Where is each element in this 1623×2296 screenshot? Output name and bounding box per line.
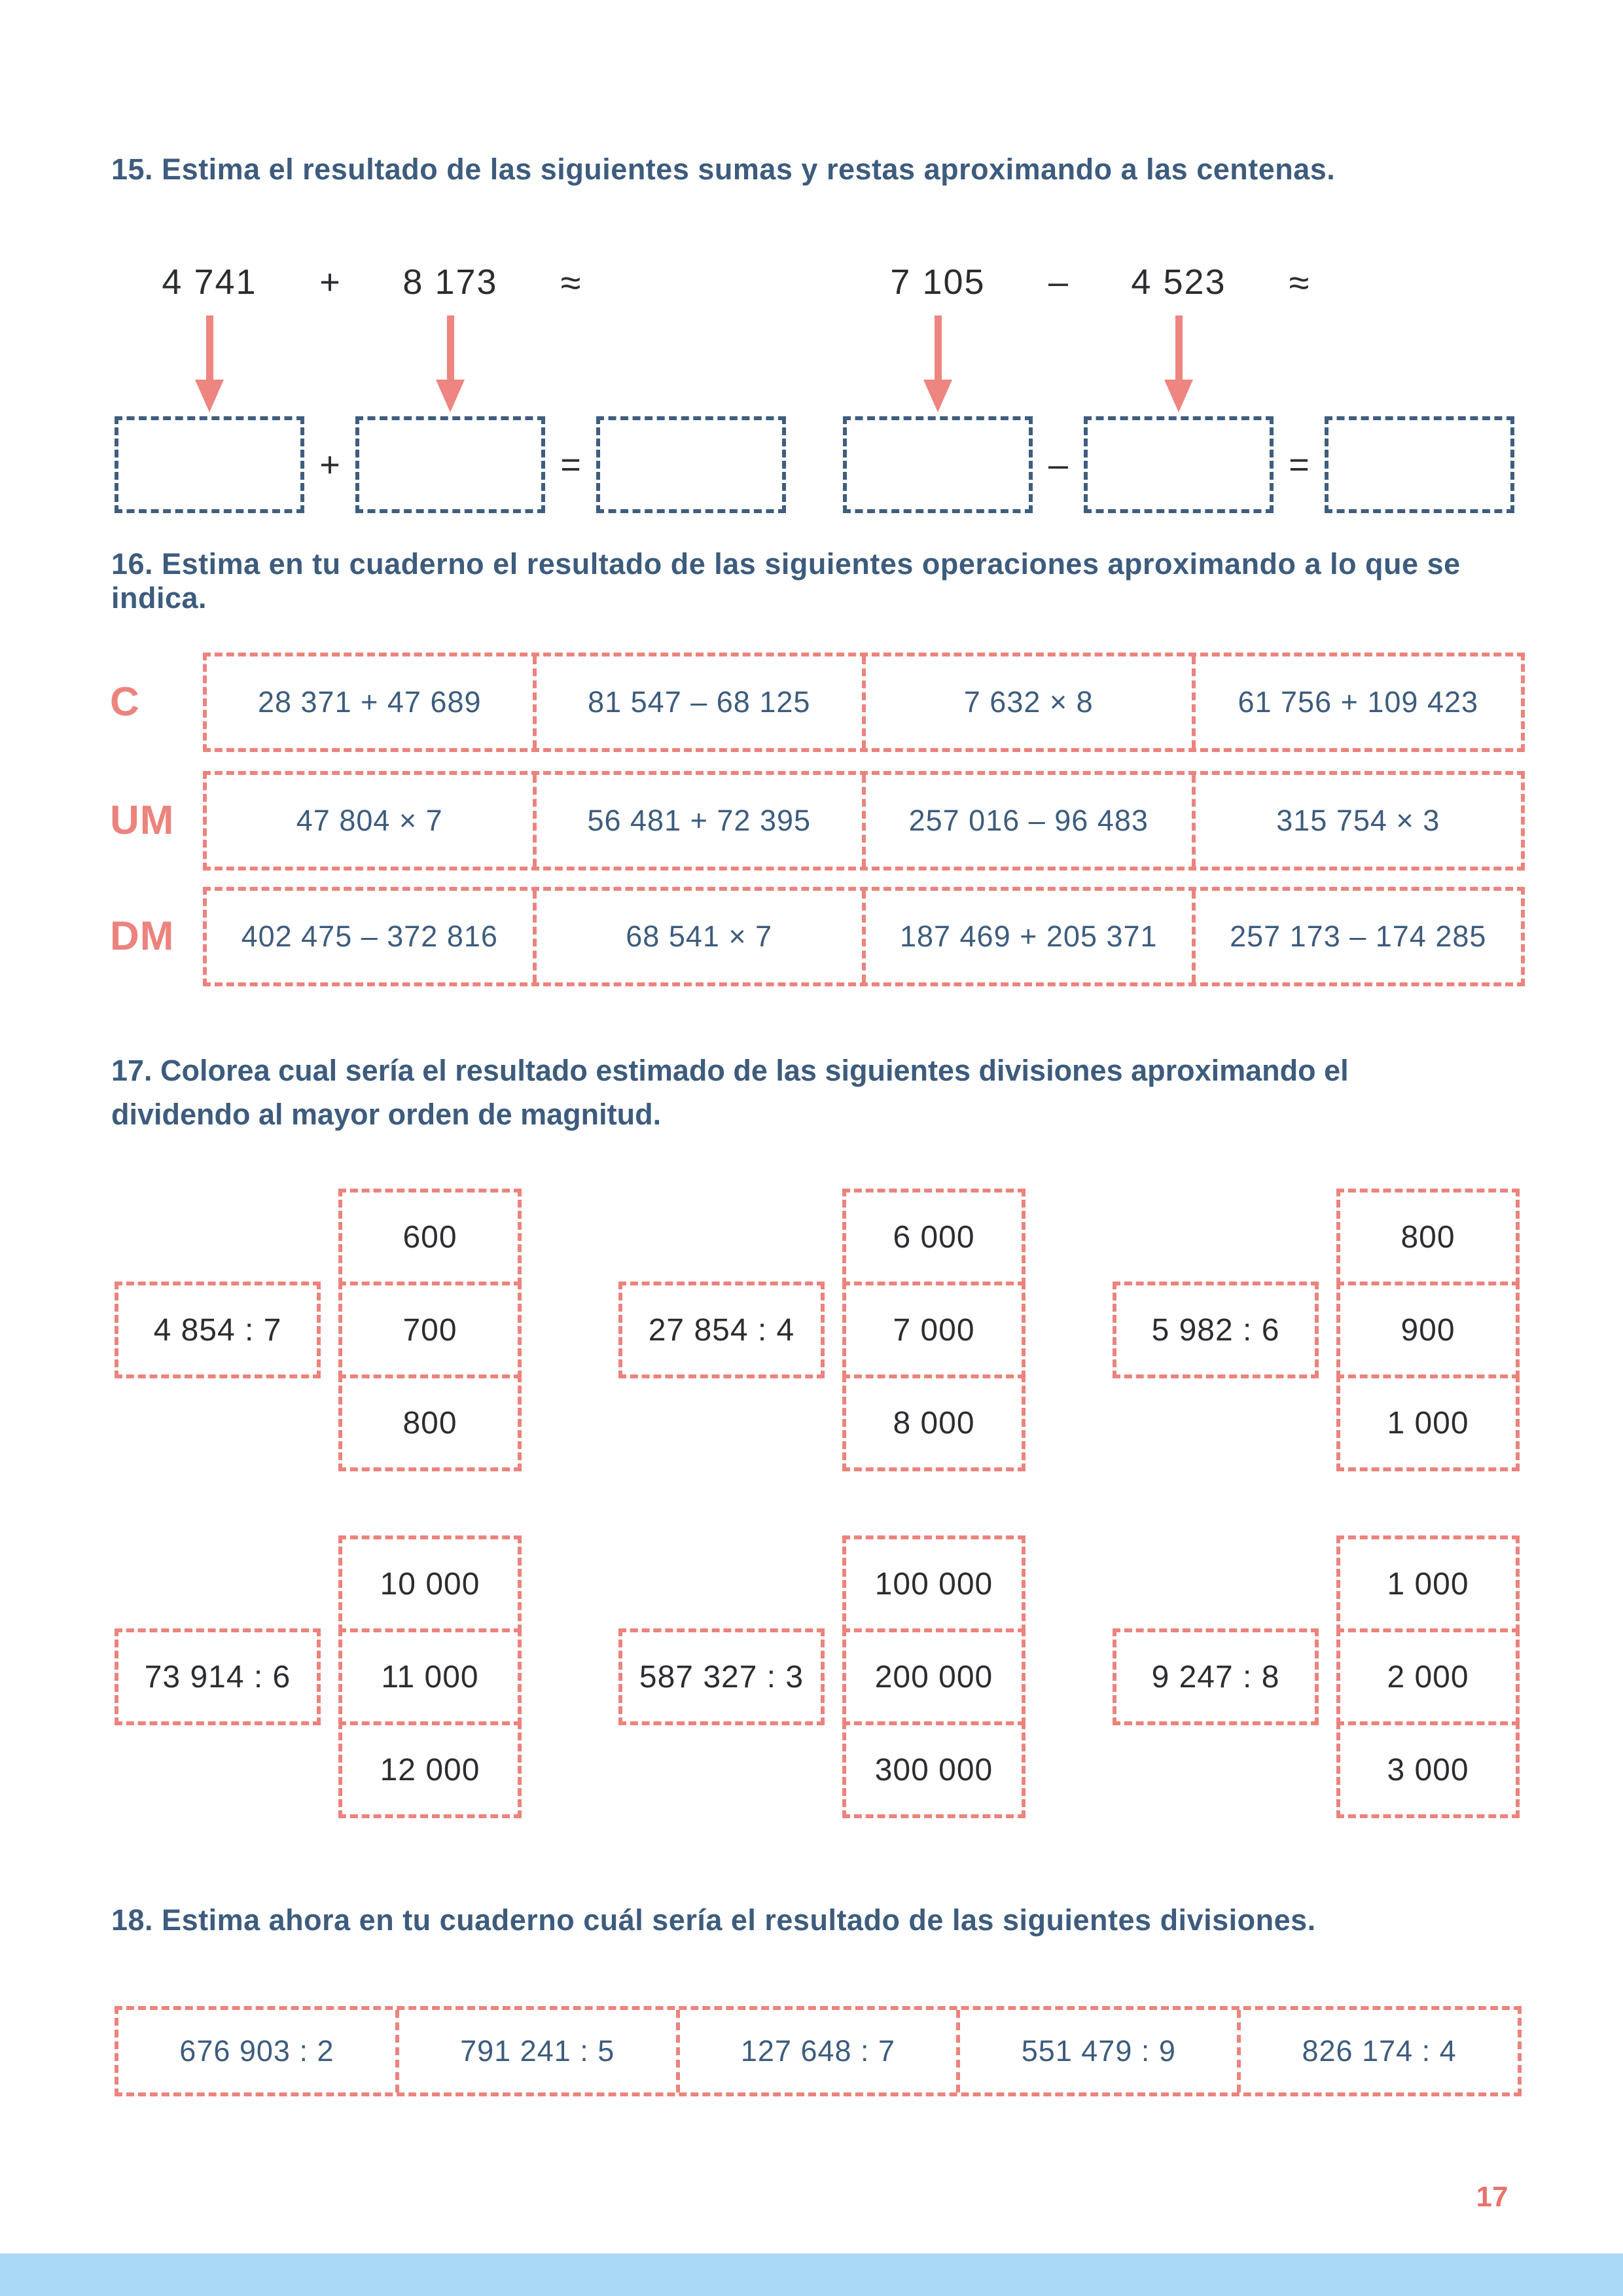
division-cell: 791 241 : 5 (395, 2010, 676, 2092)
operation-cell: 56 481 + 72 395 (533, 775, 863, 867)
operation-cell: 257 173 – 174 285 (1192, 891, 1522, 982)
down-arrow-icon (1164, 315, 1193, 412)
operation-cell: 81 547 – 68 125 (533, 656, 863, 748)
division-group (1113, 1189, 1520, 1471)
exercise-17-title-line2: dividendo al mayor orden de magnitud. (111, 1098, 662, 1131)
operation-cell: 7 632 × 8 (862, 656, 1192, 748)
operation-cell: 315 754 × 3 (1192, 775, 1522, 867)
equals-sign: = (1289, 445, 1310, 484)
approx-sign: ≈ (560, 261, 581, 303)
option-box[interactable]: 700 (338, 1282, 522, 1378)
exercise-15-subtraction-group (843, 252, 1514, 514)
division-box: 4 854 : 7 (115, 1282, 321, 1378)
option-box[interactable]: 6 000 (842, 1189, 1026, 1285)
row-label-dm: DM (110, 914, 175, 959)
option-box[interactable]: 10 000 (338, 1535, 522, 1632)
subtrahend: 4 523 (1131, 262, 1226, 302)
option-box[interactable]: 8 000 (842, 1374, 1026, 1471)
minus-sign: – (1048, 262, 1069, 302)
option-box[interactable]: 1 000 (1336, 1374, 1520, 1471)
answer-box[interactable] (355, 416, 545, 513)
option-box[interactable]: 300 000 (842, 1721, 1026, 1818)
division-box: 9 247 : 8 (1113, 1628, 1319, 1725)
row-label-um: UM (110, 798, 175, 843)
operation-cell: 187 469 + 205 371 (862, 891, 1192, 982)
division-group (115, 1189, 522, 1471)
addend-2: 8 173 (402, 262, 498, 302)
division-cell: 826 174 : 4 (1237, 2010, 1518, 2092)
down-arrow-icon (195, 315, 224, 412)
answer-box[interactable] (1325, 416, 1514, 513)
division-cell: 551 479 : 9 (956, 2010, 1237, 2092)
row-label-c: C (110, 679, 140, 725)
operation-cell: 68 541 × 7 (533, 891, 863, 982)
table-row (203, 653, 1525, 752)
options-column (1336, 1189, 1520, 1471)
table-row (203, 771, 1525, 870)
division-group (618, 1189, 1026, 1471)
option-box[interactable]: 11 000 (338, 1628, 522, 1725)
arrow-shaft (206, 315, 213, 381)
division-box: 587 327 : 3 (618, 1628, 825, 1725)
option-box[interactable]: 600 (338, 1189, 522, 1285)
table-row (203, 887, 1525, 986)
option-box[interactable]: 3 000 (1336, 1721, 1520, 1818)
operation-cell: 402 475 – 372 816 (241, 920, 498, 953)
option-box[interactable]: 12 000 (338, 1721, 522, 1818)
division-cell: 676 903 : 2 (179, 2034, 334, 2068)
options-column (842, 1189, 1026, 1471)
operation-cell: 257 016 – 96 483 (862, 775, 1192, 867)
answer-box[interactable] (843, 416, 1033, 513)
arrow-shaft (447, 315, 454, 381)
division-box: 27 854 : 4 (618, 1282, 825, 1378)
option-box[interactable]: 100 000 (842, 1535, 1026, 1632)
divisions-row (115, 2006, 1522, 2096)
arrow-head (923, 380, 952, 412)
division-group (618, 1535, 1026, 1818)
option-box[interactable]: 2 000 (1336, 1628, 1520, 1725)
division-box: 5 982 : 6 (1113, 1282, 1319, 1378)
plus-sign: + (319, 262, 340, 302)
operation-cell: 28 371 + 47 689 (257, 685, 482, 719)
answer-box[interactable] (596, 416, 786, 513)
down-arrow-icon (436, 315, 465, 412)
arrow-head (436, 380, 465, 412)
option-box[interactable]: 800 (338, 1374, 522, 1471)
exercise-15-addition-group (115, 252, 786, 514)
addend-1: 4 741 (162, 262, 257, 302)
footer-bar (0, 2253, 1623, 2296)
plus-sign: + (319, 445, 340, 484)
exercise-15-title: 15. Estima el resultado de las siguientes sumas y restas aproximando a las centenas. (111, 152, 1336, 186)
exercise-17-title-line1: 17. Colorea cual sería el resultado estimado de las siguientes divisiones aproximando el (111, 1054, 1349, 1087)
arrow-head (195, 380, 224, 412)
division-group (1113, 1535, 1520, 1818)
answer-box[interactable] (1084, 416, 1274, 513)
options-column (338, 1535, 522, 1818)
option-box[interactable]: 7 000 (842, 1282, 1026, 1378)
options-column (842, 1535, 1026, 1818)
arrow-head (1164, 380, 1193, 412)
arrow-shaft (935, 315, 942, 381)
option-box[interactable]: 1 000 (1336, 1535, 1520, 1632)
division-box: 73 914 : 6 (115, 1628, 321, 1725)
operation-cell: 47 804 × 7 (296, 804, 443, 837)
page-number: 17 (1476, 2181, 1508, 2213)
options-column (338, 1189, 522, 1471)
option-box[interactable]: 800 (1336, 1189, 1520, 1285)
approx-sign: ≈ (1289, 261, 1310, 303)
arrow-shaft (1175, 315, 1183, 381)
down-arrow-icon (923, 315, 952, 412)
option-box[interactable]: 200 000 (842, 1628, 1026, 1725)
exercise-18-title: 18. Estima ahora en tu cuaderno cuál sería el resultado de las siguientes divisiones. (111, 1903, 1316, 1937)
option-box[interactable]: 900 (1336, 1282, 1520, 1378)
options-column (1336, 1535, 1520, 1818)
equals-sign: = (560, 445, 581, 484)
answer-box[interactable] (115, 416, 304, 513)
minus-sign: – (1048, 445, 1069, 484)
division-group (115, 1535, 522, 1818)
exercise-17-title (111, 1049, 1355, 1136)
exercise-16-title: 16. Estima en tu cuaderno el resultado de las siguientes operaciones aproximando a lo que se indica. (111, 547, 1461, 615)
minuend: 7 105 (890, 262, 986, 302)
division-cell: 127 648 : 7 (676, 2010, 957, 2092)
operation-cell: 61 756 + 109 423 (1192, 656, 1522, 748)
